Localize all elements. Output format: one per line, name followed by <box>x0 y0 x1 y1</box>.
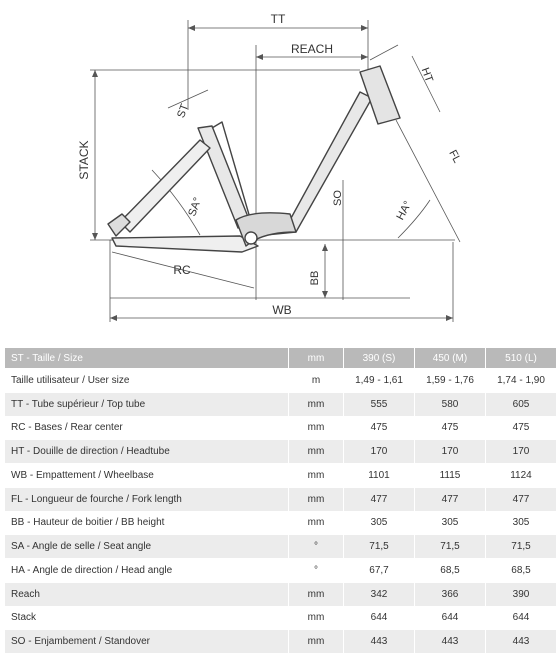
stack-arrow-bottom <box>92 233 98 240</box>
row-label: HA - Angle de direction / Head angle <box>5 559 288 582</box>
value-s: 477 <box>344 488 414 511</box>
value-s: 170 <box>344 440 414 463</box>
table-row <box>5 488 556 511</box>
fl-label: FL <box>446 148 463 166</box>
value-s: 71,5 <box>344 535 414 558</box>
rc-label: RC <box>173 263 191 277</box>
value-s: 644 <box>344 607 414 630</box>
value-m: 1115 <box>415 464 485 487</box>
row-label: Reach <box>5 583 288 606</box>
value-l: 1124 <box>486 464 556 487</box>
value-l: 305 <box>486 512 556 535</box>
row-label: RC - Bases / Rear center <box>5 417 288 440</box>
bb-arrow-top <box>322 244 328 251</box>
bb-label: BB <box>309 270 321 286</box>
so-label: SO <box>332 190 344 206</box>
value-m: 71,5 <box>415 535 485 558</box>
value-m: 1,59 - 1,76 <box>415 369 485 392</box>
value-m: 475 <box>415 417 485 440</box>
header-size-l: 510 (L) <box>486 348 556 368</box>
table-row <box>5 464 556 487</box>
row-unit: ° <box>289 559 343 582</box>
value-l: 644 <box>486 607 556 630</box>
table-row <box>5 369 556 392</box>
ht-ext-top <box>370 45 398 60</box>
row-unit: mm <box>289 393 343 416</box>
value-m: 68,5 <box>415 559 485 582</box>
table-row <box>5 535 556 558</box>
wb-arrow-right <box>446 315 453 321</box>
row-unit: ° <box>289 535 343 558</box>
tt-arrow-left <box>188 25 195 31</box>
value-m: 366 <box>415 583 485 606</box>
row-label: BB - Hauteur de boitier / BB height <box>5 512 288 535</box>
value-l: 477 <box>486 488 556 511</box>
value-s: 305 <box>344 512 414 535</box>
tt-arrow-right <box>361 25 368 31</box>
table-row <box>5 393 556 416</box>
sa-label: SA° <box>186 195 205 218</box>
row-label: Taille utilisateur / User size <box>5 369 288 392</box>
row-unit: mm <box>289 607 343 630</box>
row-label: HT - Douille de direction / Headtube <box>5 440 288 463</box>
row-unit: mm <box>289 464 343 487</box>
spec-table <box>4 347 557 654</box>
value-s: 67,7 <box>344 559 414 582</box>
value-m: 170 <box>415 440 485 463</box>
value-s: 475 <box>344 417 414 440</box>
ht-label: HT <box>418 66 435 84</box>
row-unit: mm <box>289 512 343 535</box>
value-l: 605 <box>486 393 556 416</box>
header-size-s: 390 (S) <box>344 348 414 368</box>
tt-label: TT <box>270 12 286 26</box>
value-m: 580 <box>415 393 485 416</box>
value-m: 644 <box>415 607 485 630</box>
ht-dimension-line <box>412 56 440 112</box>
stack-arrow-top <box>92 70 98 77</box>
row-label: SO - Enjambement / Standover <box>5 630 288 653</box>
value-m: 477 <box>415 488 485 511</box>
bottom-bracket <box>245 232 257 244</box>
row-unit: mm <box>289 630 343 653</box>
value-m: 305 <box>415 512 485 535</box>
value-l: 475 <box>486 417 556 440</box>
wb-arrow-left <box>110 315 117 321</box>
value-l: 71,5 <box>486 535 556 558</box>
value-s: 1,49 - 1,61 <box>344 369 414 392</box>
value-m: 443 <box>415 630 485 653</box>
table-row <box>5 512 556 535</box>
value-l: 443 <box>486 630 556 653</box>
stack-label: STACK <box>77 140 91 180</box>
header-size-m: 450 (M) <box>415 348 485 368</box>
ha-label: HA° <box>394 199 415 223</box>
value-l: 1,74 - 1,90 <box>486 369 556 392</box>
geometry-spec-table <box>4 347 554 654</box>
bb-arrow-bottom <box>322 291 328 298</box>
row-unit: m <box>289 369 343 392</box>
value-l: 68,5 <box>486 559 556 582</box>
reach-arrow-right <box>361 54 368 60</box>
bottom-bracket-area <box>236 213 296 246</box>
wb-label: WB <box>272 303 292 317</box>
table-row <box>5 630 556 653</box>
value-s: 1101 <box>344 464 414 487</box>
table-row <box>5 583 556 606</box>
table-header-row <box>5 348 556 368</box>
header-unit: mm <box>289 348 343 368</box>
row-unit: mm <box>289 440 343 463</box>
row-label: WB - Empattement / Wheelbase <box>5 464 288 487</box>
table-row <box>5 440 556 463</box>
reach-label: REACH <box>290 42 334 56</box>
seat-tube <box>198 126 250 228</box>
table-row <box>5 559 556 582</box>
row-label: TT - Tube supérieur / Top tube <box>5 393 288 416</box>
value-l: 390 <box>486 583 556 606</box>
value-s: 342 <box>344 583 414 606</box>
st-label: ST <box>175 102 192 120</box>
value-l: 170 <box>486 440 556 463</box>
row-label: FL - Longueur de fourche / Fork length <box>5 488 288 511</box>
row-unit: mm <box>289 583 343 606</box>
table-row <box>5 607 556 630</box>
reach-arrow-left <box>256 54 263 60</box>
row-unit: mm <box>289 417 343 440</box>
row-label: SA - Angle de selle / Seat angle <box>5 535 288 558</box>
value-s: 443 <box>344 630 414 653</box>
header-size: ST - Taille / Size <box>5 348 288 368</box>
fl-dimension-line <box>396 120 460 242</box>
value-s: 555 <box>344 393 414 416</box>
chain-stay <box>112 236 258 252</box>
row-label: Stack <box>5 607 288 630</box>
row-unit: mm <box>289 488 343 511</box>
table-row <box>5 417 556 440</box>
